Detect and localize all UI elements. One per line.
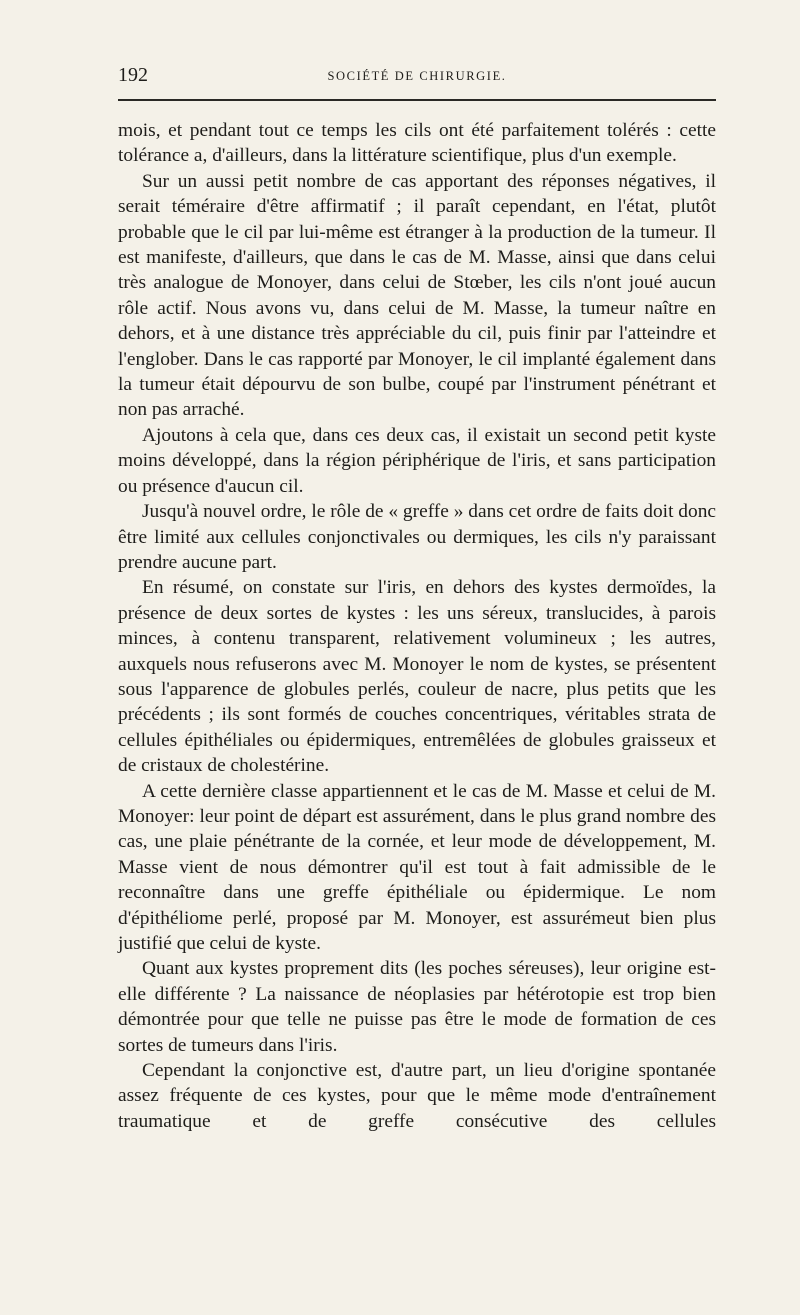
book-page <box>118 62 716 1132</box>
paragraph: Sur un aussi petit nombre de cas apportant des réponses négatives, il serait téméraire d'être affirmatif ; il paraît cependant, en l'état, plutôt probable que le cil par lui-même est étranger à la production de la tumeur. Il est manifeste, d'ailleurs, que dans le cas de M. Masse, ainsi que dans celui très analogue de Monoyer, dans celui de Stœber, les cils n'ont joué aucun rôle actif. Nous avons vu, dans celui de M. Masse, la tumeur naître en dehors, et à une distance très appréciable du cil, puis finir par l'atteindre et l'englober. Dans le cas rapporté par Monoyer, le cil implanté également dans la tumeur était dépourvu de son bulbe, coupé par l'instrument pénétrant et non pas arraché. <box>118 170 716 421</box>
paragraph-continued: mois, et pendant tout ce temps les cils ont été parfaitement tolérés : cette tolérance a, d'ailleurs, dans la littérature scientifique, plus d'un exemple. <box>118 120 716 167</box>
paragraph: Ajoutons à cela que, dans ces deux cas, il existait un second petit kyste moins développé, dans la région périphérique de l'iris, et sans participation ou présence d'aucun cil. <box>118 424 716 497</box>
page-number: 192 <box>118 64 148 86</box>
paragraph: A cette dernière classe appartiennent et le cas de M. Masse et celui de M. Monoyer: leur point de départ est assurément, dans le plus grand nombre des cas, une plaie pénétrante de la cornée, et leur mode de développement, M. Masse vient de nous démontrer qu'il est tout à fait admissible de le reconnaître dans une greffe épithéliale ou épidermique. Le nom d'épithéliome perlé, proposé par M. Monoyer, est assurémeut bien plus justifié que celui de kyste. <box>118 780 716 954</box>
paragraph: En résumé, on constate sur l'iris, en dehors des kystes dermoïdes, la présence de deux sortes de kystes : les uns séreux, translucides, à parois minces, à contenu transparent, relativement volumineux ; les autres, auxquels nous refuserons avec M. Monoyer le nom de kystes, se présentent sous l'apparence de globules perlés, couleur de nacre, plus petits que les précédents ; ils sont formés de couches concentriques, véritables strata de cellules épithéliales ou épidermiques, entremêlées de globules graisseux et de cristaux de cholestérine. <box>118 577 716 777</box>
paragraph: Cependant la conjonctive est, d'autre part, un lieu d'origine spontanée assez fréquente de ces kystes, pour que le même mode d'entraînement traumatique et de greffe consécutive des cellules <box>118 1060 716 1132</box>
running-header <box>118 62 716 88</box>
header-rule <box>118 99 716 101</box>
paragraph: Jusqu'à nouvel ordre, le rôle de « greffe » dans cet ordre de faits doit donc être limité aux cellules conjonctivales ou dermiques, les cils n'y paraissant prendre aucune part. <box>118 501 716 573</box>
paragraph: Quant aux kystes proprement dits (les poches séreuses), leur origine est-elle différente ? La naissance de néoplasies par hétérotopie est trop bien démontrée pour que telle ne puisse pas être le mode de formation de ces sortes de tumeurs dans l'iris. <box>118 958 716 1056</box>
body-text <box>118 118 716 1134</box>
running-title: SOCIÉTÉ DE CHIRURGIE. <box>327 69 507 83</box>
